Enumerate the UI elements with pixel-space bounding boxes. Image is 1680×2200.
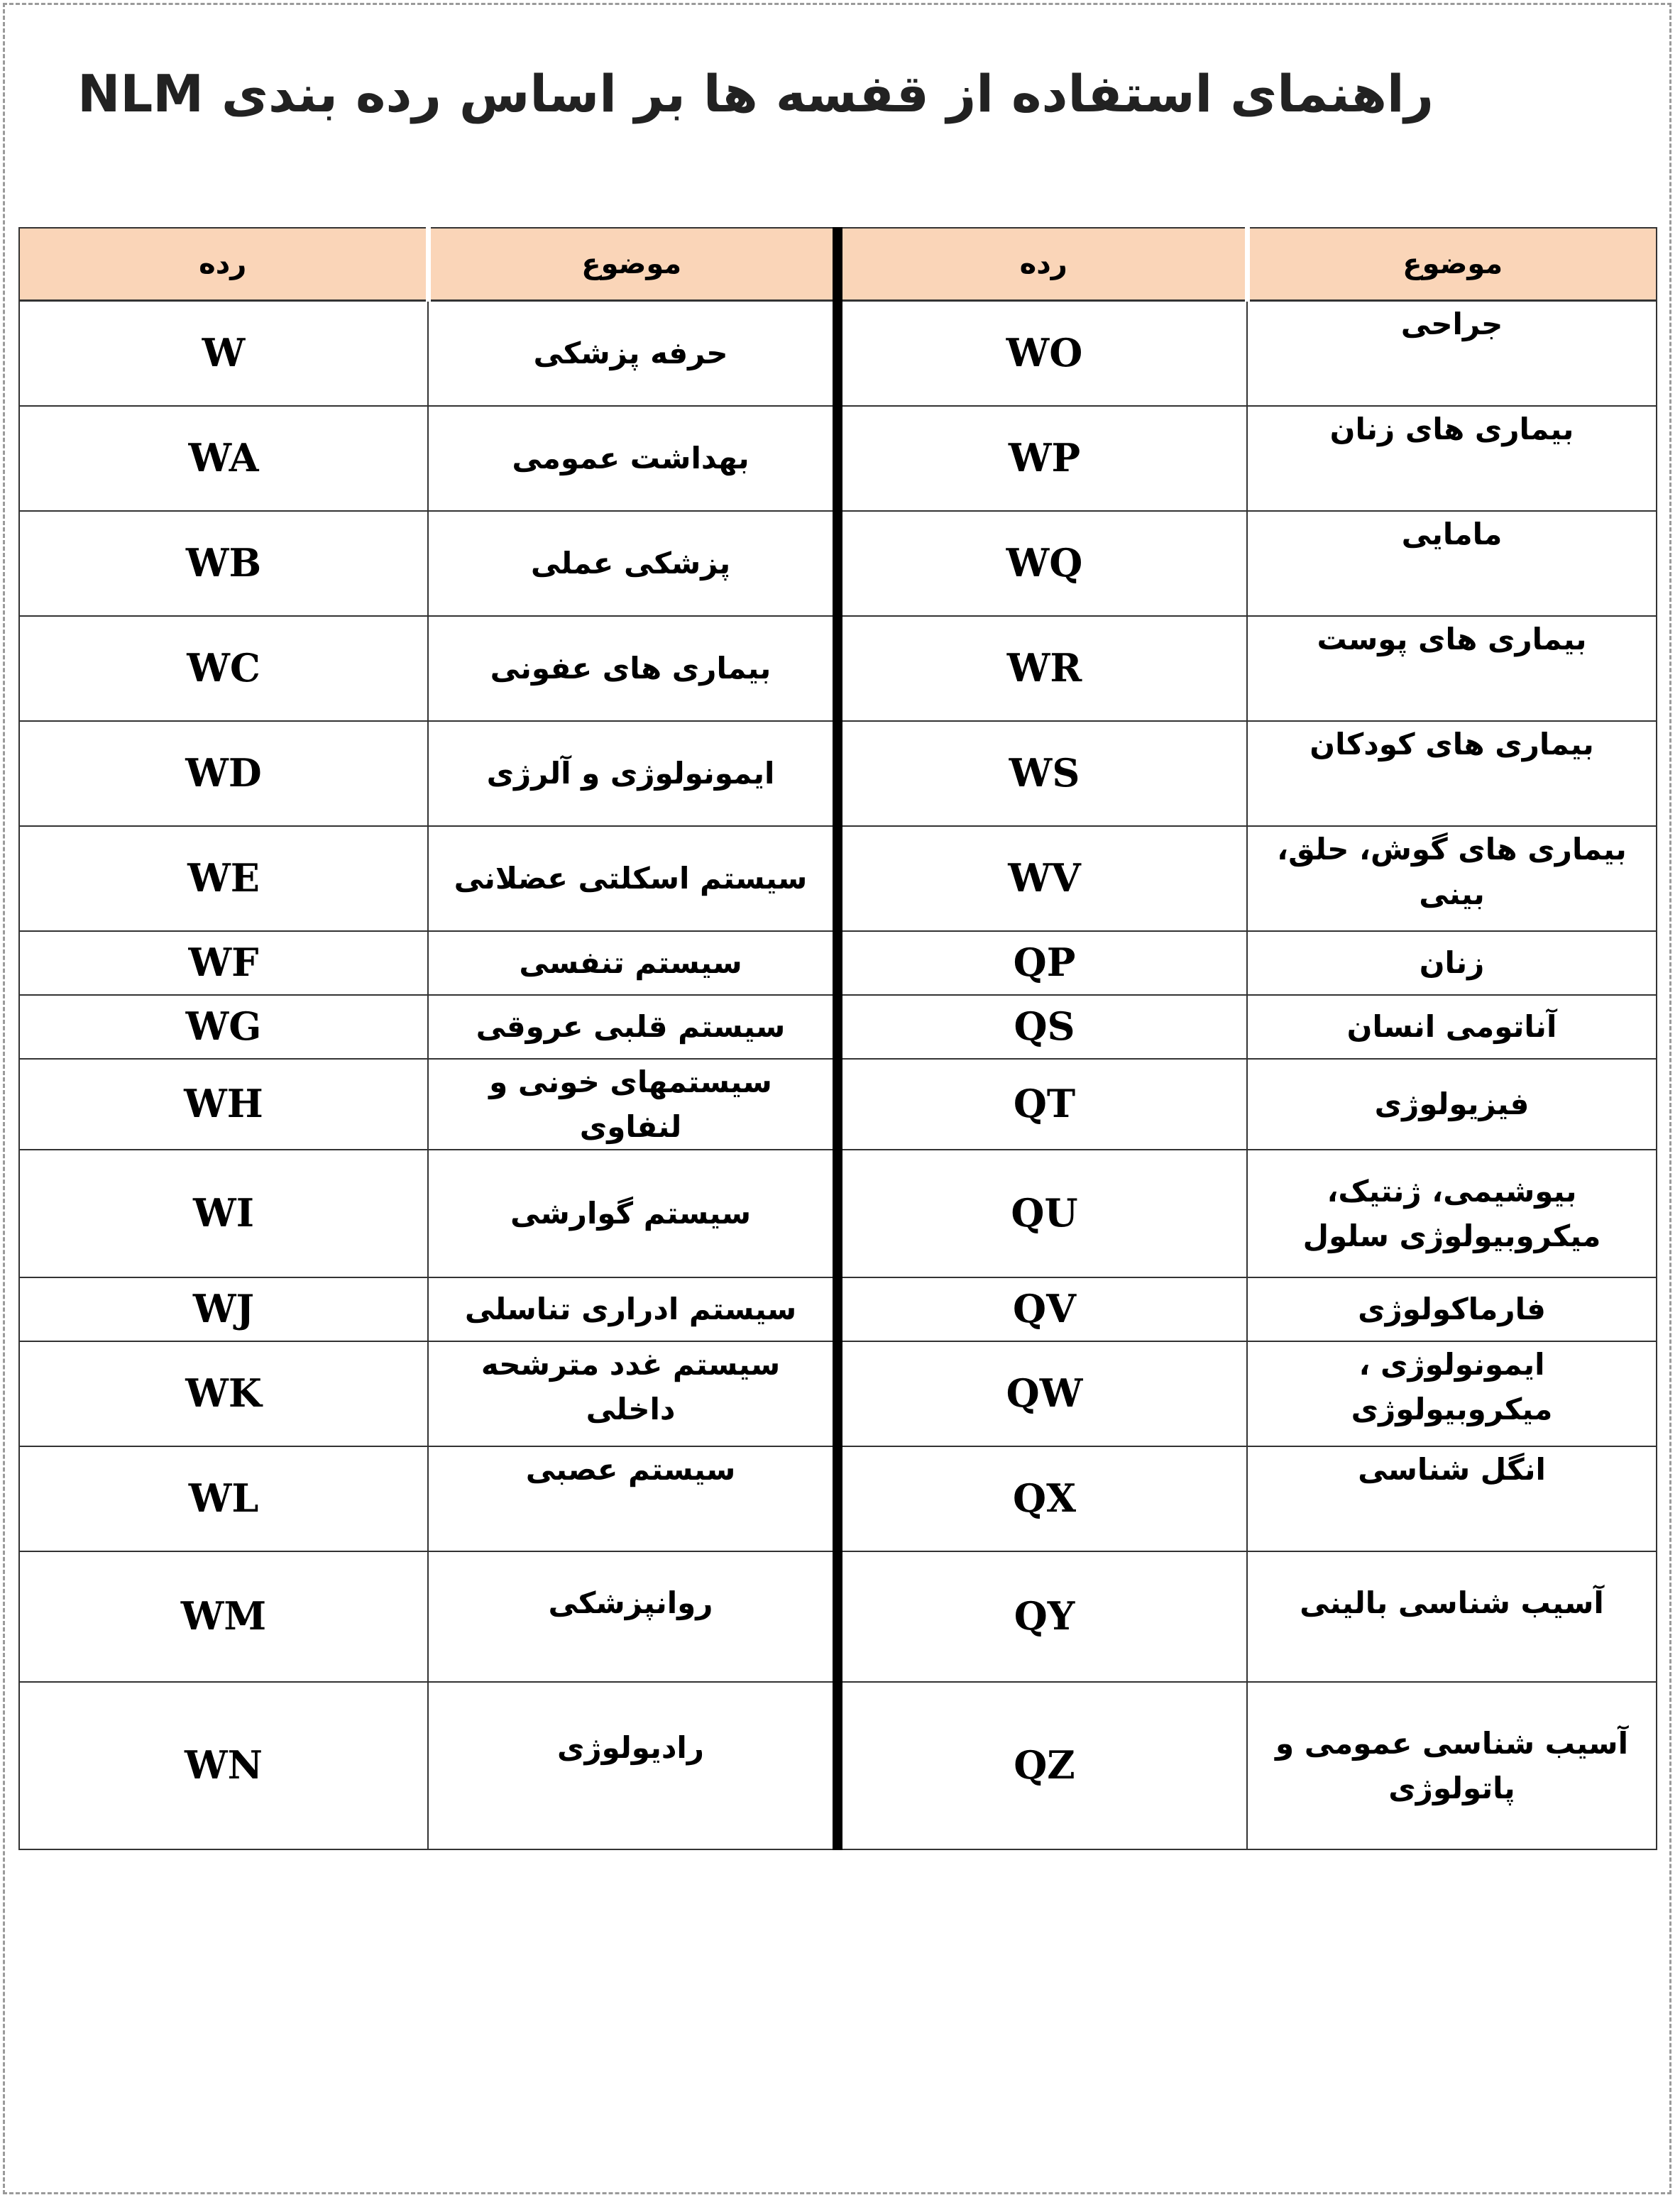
left-subject: سیستم گوارشی — [428, 1150, 838, 1277]
right-class: WV — [838, 826, 1247, 931]
right-subject: جراحی — [1247, 301, 1657, 406]
left-subject: سیستم غدد مترشحه داخلی — [428, 1341, 838, 1446]
right-subject-line1: آسیب شناسی عمومی و — [1275, 1725, 1628, 1761]
table-row — [19, 995, 1657, 1059]
right-subject: بیماری های پوست — [1247, 616, 1657, 721]
right-class: QW — [838, 1341, 1247, 1446]
left-class: WJ — [19, 1277, 428, 1341]
right-class: QS — [838, 995, 1247, 1059]
right-subject: ایمونولوژی ، میکروبیولوژی — [1247, 1341, 1657, 1446]
right-class: WS — [838, 721, 1247, 826]
right-class: WO — [838, 301, 1247, 406]
left-class: WF — [19, 931, 428, 995]
right-subject: زنان — [1247, 931, 1657, 995]
left-class: W — [19, 301, 428, 406]
table-row — [19, 301, 1657, 406]
right-subject: بیماری های گوش، حلق، بینی — [1247, 826, 1657, 931]
left-subject: پزشکی عملی — [428, 511, 838, 616]
header-subject-right: موضوع — [1247, 228, 1657, 301]
right-subject — [1247, 1150, 1657, 1277]
right-class: WQ — [838, 511, 1247, 616]
right-subject: بیماری های کودکان — [1247, 721, 1657, 826]
right-subject: انگل شناسی — [1247, 1446, 1657, 1551]
right-subject: فیزیولوژی — [1247, 1059, 1657, 1150]
right-class: WR — [838, 616, 1247, 721]
right-class: QV — [838, 1277, 1247, 1341]
classification-table — [18, 227, 1657, 1850]
right-class: WP — [838, 406, 1247, 511]
table-header-row — [19, 228, 1657, 301]
right-subject: بیماری های زنان — [1247, 406, 1657, 511]
table-row — [19, 511, 1657, 616]
left-subject: سیستم ادراری تناسلی — [428, 1277, 838, 1341]
left-subject: سیستمهای خونی و لنفاوی — [428, 1059, 838, 1150]
right-subject: مامایی — [1247, 511, 1657, 616]
table-row — [19, 931, 1657, 995]
left-subject: حرفه پزشکی — [428, 301, 838, 406]
right-class: QP — [838, 931, 1247, 995]
right-subject: آناتومی انسان — [1247, 995, 1657, 1059]
table-row — [19, 826, 1657, 931]
left-subject: سیستم عصبی — [428, 1446, 838, 1551]
table-row — [19, 1446, 1657, 1551]
left-class: WK — [19, 1341, 428, 1446]
table-row — [19, 1277, 1657, 1341]
table-row — [19, 1682, 1657, 1849]
left-class: WH — [19, 1059, 428, 1150]
left-class: WC — [19, 616, 428, 721]
left-class: WE — [19, 826, 428, 931]
left-class: WA — [19, 406, 428, 511]
left-subject: سیستم اسکلتی عضلانی — [428, 826, 838, 931]
table-row — [19, 1341, 1657, 1446]
right-class: QT — [838, 1059, 1247, 1150]
header-subject-left: موضوع — [428, 228, 838, 301]
table-row — [19, 616, 1657, 721]
right-class: QZ — [838, 1682, 1247, 1849]
table-row — [19, 1059, 1657, 1150]
left-class: WM — [19, 1551, 428, 1682]
table-row — [19, 1150, 1657, 1277]
left-subject: رادیولوژی — [428, 1682, 838, 1849]
left-subject: ایمونولوژی و آلرژی — [428, 721, 838, 826]
left-class: WL — [19, 1446, 428, 1551]
left-subject: بیماری های عفونی — [428, 616, 838, 721]
right-subject-line1: بیوشیمی، ژنتیک، — [1327, 1173, 1577, 1209]
table-row — [19, 406, 1657, 511]
header-class-right: رده — [838, 228, 1247, 301]
left-subject: سیستم قلبی عروقی — [428, 995, 838, 1059]
left-class: WG — [19, 995, 428, 1059]
left-class: WB — [19, 511, 428, 616]
right-class: QX — [838, 1446, 1247, 1551]
right-subject-line2: پاتولوژی — [1388, 1770, 1515, 1805]
left-class: WD — [19, 721, 428, 826]
right-class: QU — [838, 1150, 1247, 1277]
right-subject-line2: میکروبیولوژی سلول — [1302, 1218, 1601, 1253]
right-class: QY — [838, 1551, 1247, 1682]
left-class: WN — [19, 1682, 428, 1849]
header-class-left: رده — [19, 228, 428, 301]
right-subject: آسیب شناسی بالینی — [1247, 1551, 1657, 1682]
left-subject: بهداشت عمومی — [428, 406, 838, 511]
right-subject — [1247, 1682, 1657, 1849]
left-class: WI — [19, 1150, 428, 1277]
table-row — [19, 721, 1657, 826]
left-subject: سیستم تنفسی — [428, 931, 838, 995]
right-subject: فارماکولوژی — [1247, 1277, 1657, 1341]
table-row — [19, 1551, 1657, 1682]
page-title: راهنمای استفاده از قفسه ها بر اساس رده بندی NLM — [77, 64, 1434, 123]
left-subject: روانپزشکی — [428, 1551, 838, 1682]
